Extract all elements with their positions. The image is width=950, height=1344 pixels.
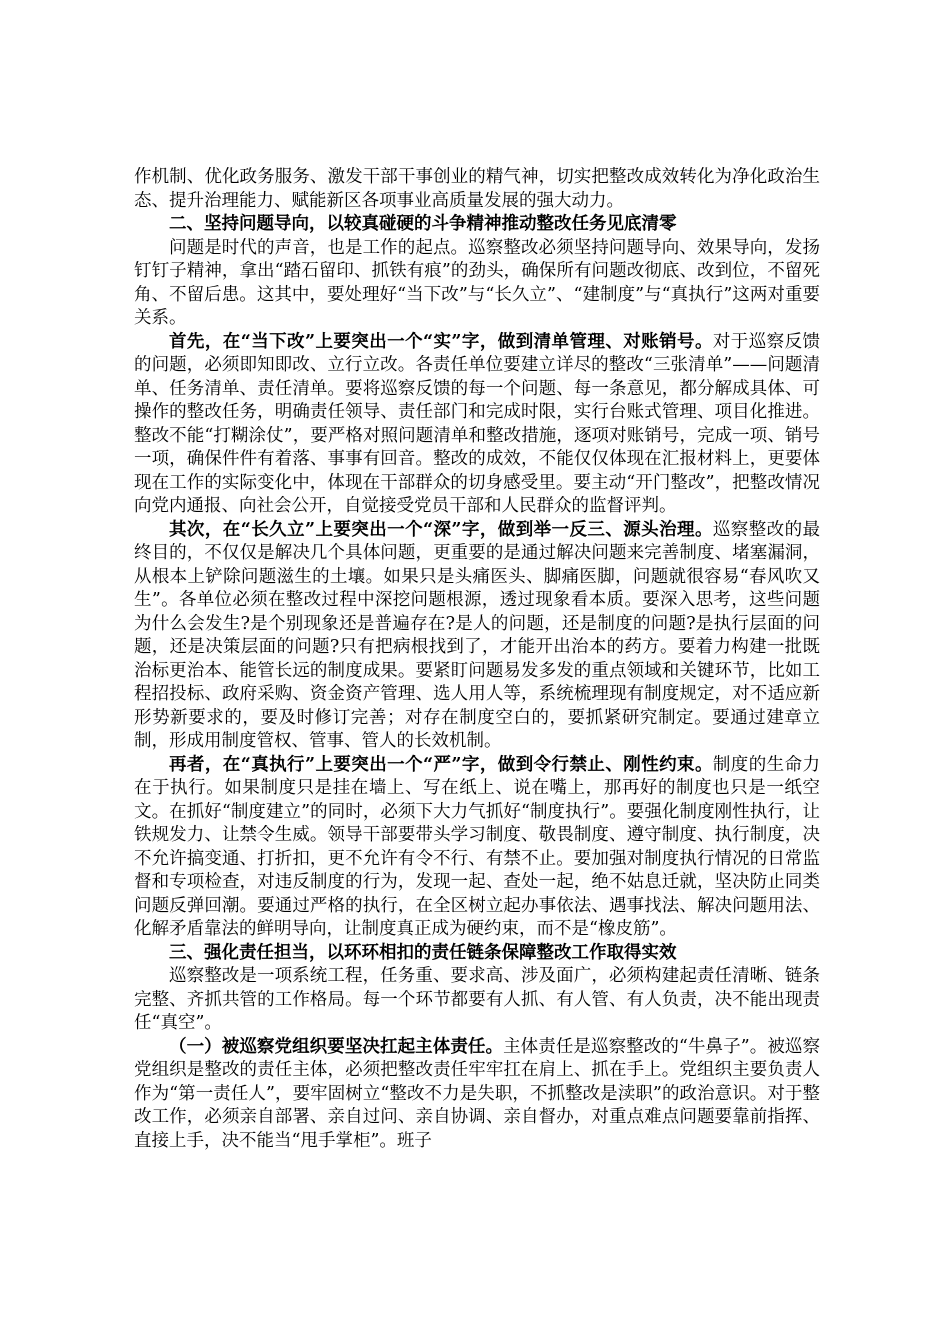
body-paragraph [134,519,820,754]
paragraph-text: 主体责任是巡察整改的“牛鼻子”。被巡察党组织是整改的责任主体，必须把整改责任牢牢扛在肩上、抓在手上。党组织主要负责人作为“第一责任人”，要牢固树立“整改不力是失职，不抓整改是渎职”的政治意识。对于整改工作，必须亲自部署、亲自过问、亲自协调、亲自督办，对重点难点问题要靠前指挥、直接上手，决不能当“甩手掌柜”。班子 [134,1036,820,1151]
paragraph-text: 制度的生命力在于执行。如果制度只是挂在墙上、写在纸上、说在嘴上，那再好的制度也只是一纸空文。在抓好“制度建立”的同时，必须下大力气抓好“制度执行”。要强化制度刚性执行，让铁规发力、让禁令生威。领导干部要带头学习制度、敬畏制度、遵守制度、执行制度，决不允许搞变通、打折扣，更不允许有令不行、有禁不止。要加强对制度执行情况的日常监督和专项检查，对违反制度的行为，发现一起、查处一起，绝不姑息迁就，坚决防止同类问题反弹回潮。要通过严格的执行，在全区树立起办事依法、遇事找法、解决问题用法、化解矛盾靠法的鲜明导向，让制度真正成为硬约束，而不是“橡皮筋”。 [134,754,821,939]
document-body [134,166,820,1153]
paragraph-lead: 再者，在“真执行”上要突出一个“严”字，做到令行禁止、刚性约束。 [169,754,713,775]
body-paragraph [134,754,820,942]
body-paragraph [134,1036,820,1154]
paragraph-text: 问题是时代的声音，也是工作的起点。巡察整改必须坚持问题导向、效果导向，发扬钉钉子精神，拿出“踏石留印、抓铁有痕”的劲头，确保所有问题改彻底、改到位，不留死角、不留后患。这其中，要处理好“当下改”与“长久立”、“建制度”与“真执行”这两对重要关系。 [134,237,820,328]
section-heading-2: 二、坚持问题导向，以较真碰硬的斗争精神推动整改任务见底清零 [169,214,677,234]
continuation-paragraph: 作机制、优化政务服务、激发干部干事创业的精气神，切实把整改成效转化为净化政治生态、提升治理能力、赋能新区各项事业高质量发展的强大动力。 [134,167,820,211]
paragraph-lead: 其次，在“长久立”上要突出一个“深”字，做到举一反三、源头治理。 [169,519,713,540]
body-paragraph [134,965,820,1036]
paragraph-text: 对于巡察反馈的问题，必须即知即改、立行立改。各责任单位要建立详尽的整改“三张清单”——问题清单、任务清单、责任清单。要将巡察反馈的每一个问题、每一条意见，都分解成具体、可操作的整改任务，明确责任领导、责任部门和完成时限，实行台账式管理、项目化推进。整改不能“打糊涂仗”，要严格对照问题清单和整改措施，逐项对账销号，完成一项、销号一项，确保件件有着落、事事有回音。整改的成效，不能仅仅体现在汇报材料上，更要体现在工作的实际变化中，体现在干部群众的切身感受里。要主动“开门整改”，把整改情况向党内通报、向社会公开，自觉接受党员干部和人民群众的监督评判。 [134,331,821,516]
paragraph-text: 巡察整改是一项系统工程，任务重、要求高、涉及面广，必须构建起责任清晰、链条完整、齐抓共管的工作格局。每一个环节都要有人抓、有人管、有人负责，决不能出现责任“真空”。 [134,966,820,1033]
paragraph-lead: 首先，在“当下改”上要突出一个“实”字，做到清单管理、对账销号。 [169,331,713,352]
paragraph-text: 巡察整改的最终目的，不仅仅是解决几个具体问题，更重要的是通过解决问题来完善制度、堵塞漏洞，从根本上铲除问题滋生的土壤。如果只是头痛医头、脚痛医脚，问题就很容易“春风吹又生”。各单位必须在整改过程中深挖问题根源，透过现象看本质。要深入思考，这些问题为什么会发生?是个别现象还是普遍存在?是人的问题，还是制度的问题?是执行层面的问题，还是决策层面的问题?只有把病根找到了，才能开出治本的药方。要着力构建一批既治标更治本、能管长远的制度成果。要紧盯问题易发多发的重点领域和关键环节，比如工程招投标、政府采购、资金资产管理、选人用人等，系统梳理现有制度规定，对不适应新形势新要求的，要及时修订完善；对存在制度空白的，要抓紧研究制定。要通过建章立制，形成用制度管权、管事、管人的长效机制。 [134,519,821,751]
body-paragraph [134,331,820,519]
paragraph-lead: （一）被巡察党组织要坚决扛起主体责任。 [169,1036,504,1057]
body-paragraph [134,237,820,331]
section-heading-3: 三、强化责任担当，以环环相扣的责任链条保障整改工作取得实效 [169,942,677,963]
